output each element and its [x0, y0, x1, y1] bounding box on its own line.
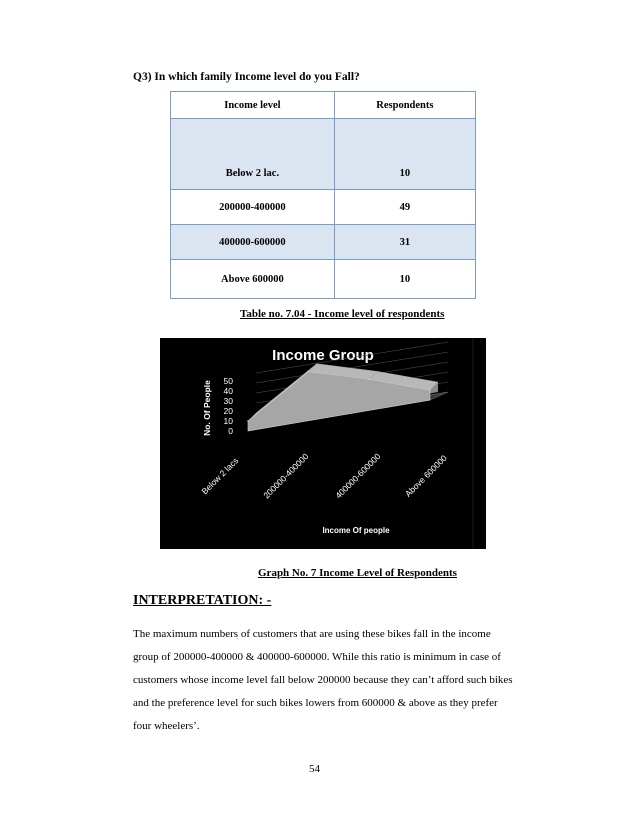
data-point: [247, 420, 249, 422]
y-tick-label: 20: [223, 406, 233, 416]
table-row: [171, 190, 476, 225]
page-number: 54: [309, 763, 320, 775]
data-point: [308, 371, 310, 373]
paragraph-line: group of 200000-400000 & 400000-600000. While this ratio is minimum in case of: [133, 651, 501, 663]
table-row: [171, 119, 476, 190]
header-respondents: Respondents: [334, 92, 475, 119]
paragraph-line: customers whose income level fall below 200000 because they can’t afford such bikes: [133, 674, 513, 686]
x-tick-label: 200000-400000: [261, 451, 311, 501]
chart-title: Income Group: [272, 347, 374, 364]
income-group-chart: [160, 338, 486, 549]
respondents-cell: 10: [334, 119, 475, 190]
x-tick-label: Above 600000: [402, 452, 449, 499]
income-table: [170, 91, 476, 299]
x-tick-label: Below 2 lacs: [199, 455, 241, 497]
x-tick-label: 400000-600000: [333, 451, 383, 501]
header-income-level: Income level: [171, 92, 335, 119]
income-level-cell: 400000-600000: [171, 225, 335, 260]
paragraph-line: and the preference level for such bikes lowers from 600000 & above as they prefer: [133, 697, 498, 709]
question-text: Q3) In which family Income level do you Fall?: [133, 71, 360, 83]
respondents-cell: 31: [334, 225, 475, 260]
table-header-row: [171, 92, 476, 119]
interpretation-paragraph: [133, 623, 528, 738]
graph-caption: Graph No. 7 Income Level of Respondents: [258, 567, 457, 579]
income-level-cell: Above 600000: [171, 260, 335, 299]
y-tick-label: 10: [223, 416, 233, 426]
respondents-cell: 10: [334, 260, 475, 299]
table-row: [171, 225, 476, 260]
paragraph-line: The maximum numbers of customers that are using these bikes fall in the income: [133, 628, 491, 640]
y-tick-label: 0: [228, 426, 233, 436]
y-tick-label: 50: [223, 376, 233, 386]
data-point: [369, 379, 371, 381]
income-level-cell: Below 2 lac.: [171, 119, 335, 190]
chart-canvas: [160, 338, 486, 549]
table-caption: Table no. 7.04 - Income level of respondents: [240, 308, 445, 320]
y-tick-label: 40: [223, 386, 233, 396]
interpretation-heading: INTERPRETATION: -: [133, 593, 272, 608]
income-level-cell: 200000-400000: [171, 190, 335, 225]
y-axis-label: No. Of People: [202, 380, 212, 436]
x-axis-label: Income Of people: [322, 526, 390, 535]
table-row: [171, 260, 476, 299]
respondents-cell: 49: [334, 190, 475, 225]
paragraph-line: four wheelers’.: [133, 720, 200, 732]
y-tick-label: 30: [223, 396, 233, 406]
data-point: [429, 389, 431, 391]
